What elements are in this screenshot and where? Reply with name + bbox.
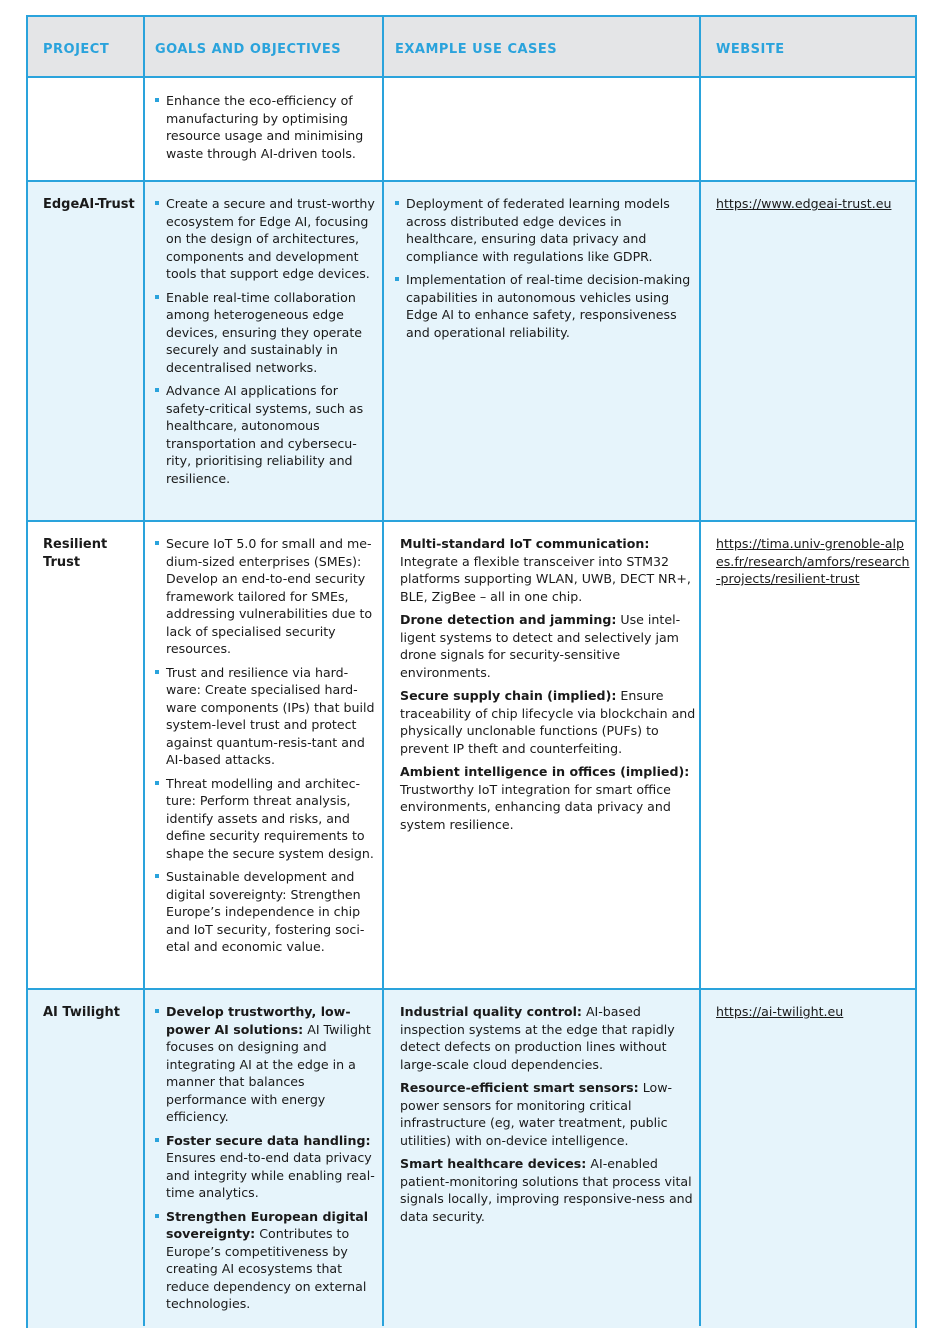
use-case-item — [400, 763, 700, 833]
goal-item: Threat modelling and architec-ture: Perform threat analysis, identify assets and risks, and define security requirements to shape the secure system design. — [155, 775, 379, 863]
row-divider — [28, 180, 915, 182]
use-case-text: Trustworthy IoT integration for smart office environments, enhancing data privacy and system resilience. — [400, 781, 671, 832]
goal-item: Secure IoT 5.0 for small and me-dium-sized enterprises (SMEs): Develop an end-to-end security framework tailored for SMEs, addressing vulnerabilities due to lack of specialised security resources. — [155, 535, 379, 658]
use-case-text: AI-based inspection systems at the edge that rapidly detect defects on production lines without large-scale cloud dependencies. — [400, 1004, 675, 1072]
use-case-label: Industrial quality control: — [400, 1004, 582, 1019]
column-divider — [143, 17, 145, 1326]
goal-item — [155, 1003, 379, 1126]
website-link[interactable]: https://ai-twilight.eu — [716, 1004, 844, 1019]
use-case-item: Deployment of federated learning models across distributed edge devices in healthcare, ensuring data privacy and compliance with regulations like GDPR. — [395, 195, 695, 265]
goals-cell — [155, 1003, 379, 1319]
table-header-row — [28, 17, 915, 78]
table-row — [28, 521, 915, 989]
goals-cell — [155, 92, 379, 168]
goal-text: Ensures end-to-end data privacy and integrity while enabling real-time analytics. — [166, 1150, 375, 1200]
use-case-item — [400, 1155, 700, 1225]
use-case-text: Ensure traceability of chip lifecycle via blockchain and physically unclonable functions (PUFs) to prevent IP theft and counterfeiting. — [400, 688, 696, 756]
table-row — [28, 78, 915, 181]
goal-label: Strengthen European digital sovereignty: — [166, 1208, 369, 1241]
use-case-item — [400, 535, 700, 605]
use-case-item — [400, 1003, 700, 1073]
goal-item: Create a secure and trust-worthy ecosystem for Edge AI, focusing on the design of architectures, components and development tools that support edge devices. — [155, 195, 379, 283]
header-website: WEBSITE — [716, 42, 785, 57]
project-name: EdgeAI-Trust — [43, 197, 135, 212]
row-divider — [28, 520, 915, 522]
use-case-text: AI-enabled patient-monitoring solutions that process vital signals locally, improving responsive-ness and data security. — [400, 1156, 693, 1224]
use-case-label: Resource-efficient smart sensors: — [400, 1080, 639, 1095]
use-case-label: Secure supply chain (implied): — [400, 688, 617, 703]
use-cases-cell — [400, 1003, 700, 1231]
header-goals: GOALS AND OBJECTIVES — [155, 42, 342, 57]
goal-label: Develop trustworthy, low-power AI solutions: — [166, 1004, 351, 1037]
header-use-cases: EXAMPLE USE CASES — [395, 42, 558, 57]
goals-cell — [155, 535, 379, 962]
website-cell — [716, 535, 911, 588]
goal-item: Enhance the eco-efficiency of manufacturing by optimising resource usage and minimising waste through AI-driven tools. — [155, 92, 379, 162]
projects-table — [26, 15, 917, 1328]
column-divider — [699, 17, 701, 1326]
goal-text: AI Twilight focuses on designing and integrating AI at the edge in a manner that balances performance with energy efficiency. — [166, 1021, 371, 1124]
table-row — [28, 181, 915, 521]
goal-item — [155, 1208, 379, 1313]
use-case-item: Implementation of real-time decision-making capabilities in autonomous vehicles using Edge AI to enhance safety, responsiveness and operational reliability. — [395, 271, 695, 341]
use-case-text: Use intel-ligent systems to detect and selectively jam drone signals for security-sensitive environments. — [400, 612, 681, 680]
use-case-text: Integrate a flexible transceiver into STM32 platforms supporting WLAN, UWB, DECT NR+, BLE, ZigBee – all in one chip. — [400, 553, 691, 604]
use-case-text: Low-power sensors for monitoring critical infrastructure (eg, water treatment, public utilities) with on-device intelligence. — [400, 1080, 673, 1148]
use-cases-cell — [395, 195, 695, 347]
goal-item: Advance AI applications for safety-critical systems, such as healthcare, autonomous transportation and cybersecu-rity, prioritising reliability and resilience. — [155, 382, 379, 487]
use-case-label: Smart healthcare devices: — [400, 1156, 587, 1171]
use-case-item — [400, 611, 700, 681]
column-divider — [382, 17, 384, 1326]
row-divider — [28, 76, 915, 78]
goal-item: Sustainable development and digital sovereignty: Strengthen Europe’s independence in chip and IoT security, fostering soci-etal and economic value. — [155, 868, 379, 956]
website-cell — [716, 1003, 911, 1021]
project-name: Resilient Trust — [43, 537, 108, 570]
website-cell — [716, 195, 911, 213]
table-row — [28, 989, 915, 1328]
use-case-label: Multi-standard IoT communication: — [400, 536, 650, 551]
row-divider — [28, 988, 915, 990]
goal-label: Foster secure data handling: — [166, 1132, 371, 1148]
use-case-item — [400, 1079, 700, 1149]
use-case-label: Ambient intelligence in offices (implied): — [400, 764, 690, 779]
goals-cell — [155, 195, 379, 493]
goal-item — [155, 1132, 379, 1202]
use-case-label: Drone detection and jamming: — [400, 612, 617, 627]
goal-text: Contributes to Europe’s competitiveness by creating AI ecosystems that reduce dependency on external technologies. — [166, 1226, 367, 1311]
goal-item: Trust and resilience via hard-ware: Create specialised hard-ware components (IPs) that build system-level trust and protect against quantum-resis-tant and AI-based attacks. — [155, 664, 379, 769]
website-link[interactable]: https://tima.univ-grenoble-alpes.fr/research/amfors/research-projects/resilient-trust — [716, 536, 910, 586]
use-case-item — [400, 687, 700, 757]
project-name: AI Twilight — [43, 1005, 121, 1020]
header-project: PROJECT — [43, 42, 110, 57]
use-cases-cell — [400, 535, 700, 839]
website-link[interactable]: https://www.edgeai-trust.eu — [716, 196, 892, 211]
goal-item: Enable real-time collaboration among heterogeneous edge devices, ensuring they operate securely and sustainably in decentralised networks. — [155, 289, 379, 377]
